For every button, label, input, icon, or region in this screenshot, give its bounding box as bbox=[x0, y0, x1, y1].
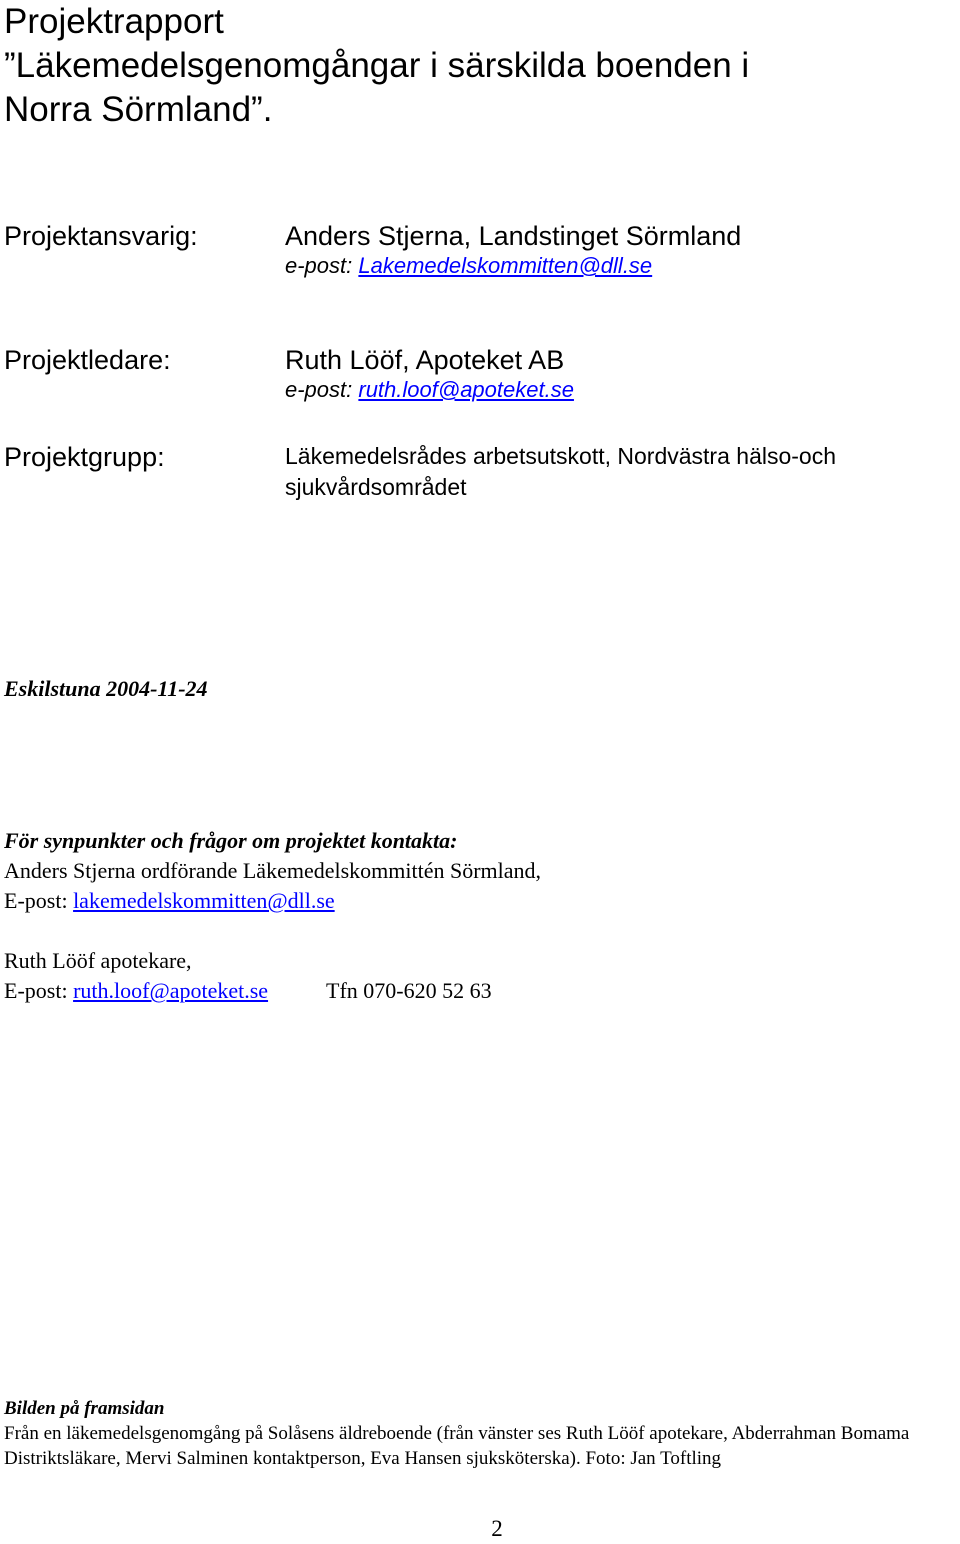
email-prefix: E-post: bbox=[4, 978, 74, 1003]
caption-text: Från en läkemedelsgenomgång på Solåsens äldreboende (från vänster ses Ruth Lööf apotekare, Abderrahman Bomama Distriktsläkare, Mervi Salminen kontaktperson, Eva Hansen sjuksköterska). Foto: Jan Toftling bbox=[4, 1423, 910, 1469]
projektledare-value bbox=[285, 344, 945, 404]
contact-person-1: Anders Stjerna ordförande Läkemedelskommittén Sörmland, bbox=[4, 858, 542, 883]
email-prefix: e-post: bbox=[285, 377, 359, 402]
contact-person-2: Ruth Lööf apotekare, bbox=[4, 948, 192, 973]
projektansvarig-email-link[interactable]: Lakemedelskommitten@dll.se bbox=[358, 253, 653, 278]
contact-person-1-email-line bbox=[4, 886, 944, 916]
email-prefix: E-post: bbox=[4, 888, 74, 913]
title-line-2: ”Läkemedelsgenomgångar i särskilda boenden i bbox=[4, 46, 750, 85]
contact-person-1-email-link[interactable]: lakemedelskommitten@dll.se bbox=[73, 888, 335, 913]
cover-photo-caption bbox=[4, 1396, 959, 1471]
contact-section bbox=[4, 826, 944, 1006]
projektledare-label: Projektledare: bbox=[4, 345, 171, 375]
page-number: 2 bbox=[491, 1516, 503, 1541]
place-date: Eskilstuna 2004-11-24 bbox=[4, 676, 208, 701]
projektgrupp-text: Läkemedelsrådes arbetsutskott, Nordvästra hälso-och sjukvårdsområdet bbox=[285, 443, 837, 500]
email-prefix: e-post: bbox=[285, 253, 359, 278]
projektledare-email-line bbox=[285, 376, 945, 404]
projektgrupp-value bbox=[285, 441, 945, 503]
projektansvarig-label: Projektansvarig: bbox=[4, 221, 198, 251]
projektansvarig-name: Anders Stjerna, Landstinget Sörmland bbox=[285, 221, 742, 251]
title-line-1: Projektrapport bbox=[4, 2, 224, 41]
spacer bbox=[4, 916, 944, 946]
contact-person-2-phone: Tfn 070-620 52 63 bbox=[326, 978, 492, 1003]
contact-person-2-email-link[interactable]: ruth.loof@apoteket.se bbox=[73, 978, 269, 1003]
contact-person-2-email-line bbox=[4, 976, 944, 1006]
projektledare-name: Ruth Lööf, Apoteket AB bbox=[285, 345, 565, 375]
contact-heading: För synpunkter och frågor om projektet kontakta: bbox=[4, 828, 458, 853]
projektansvarig-value bbox=[285, 220, 945, 280]
projektansvarig-email-line bbox=[285, 252, 945, 280]
title-line-3: Norra Sörmland”. bbox=[4, 90, 273, 129]
projektgrupp-label: Projektgrupp: bbox=[4, 442, 165, 472]
projektledare-email-link[interactable]: ruth.loof@apoteket.se bbox=[358, 377, 574, 402]
caption-heading: Bilden på framsidan bbox=[4, 1398, 165, 1419]
report-title bbox=[4, 0, 944, 132]
